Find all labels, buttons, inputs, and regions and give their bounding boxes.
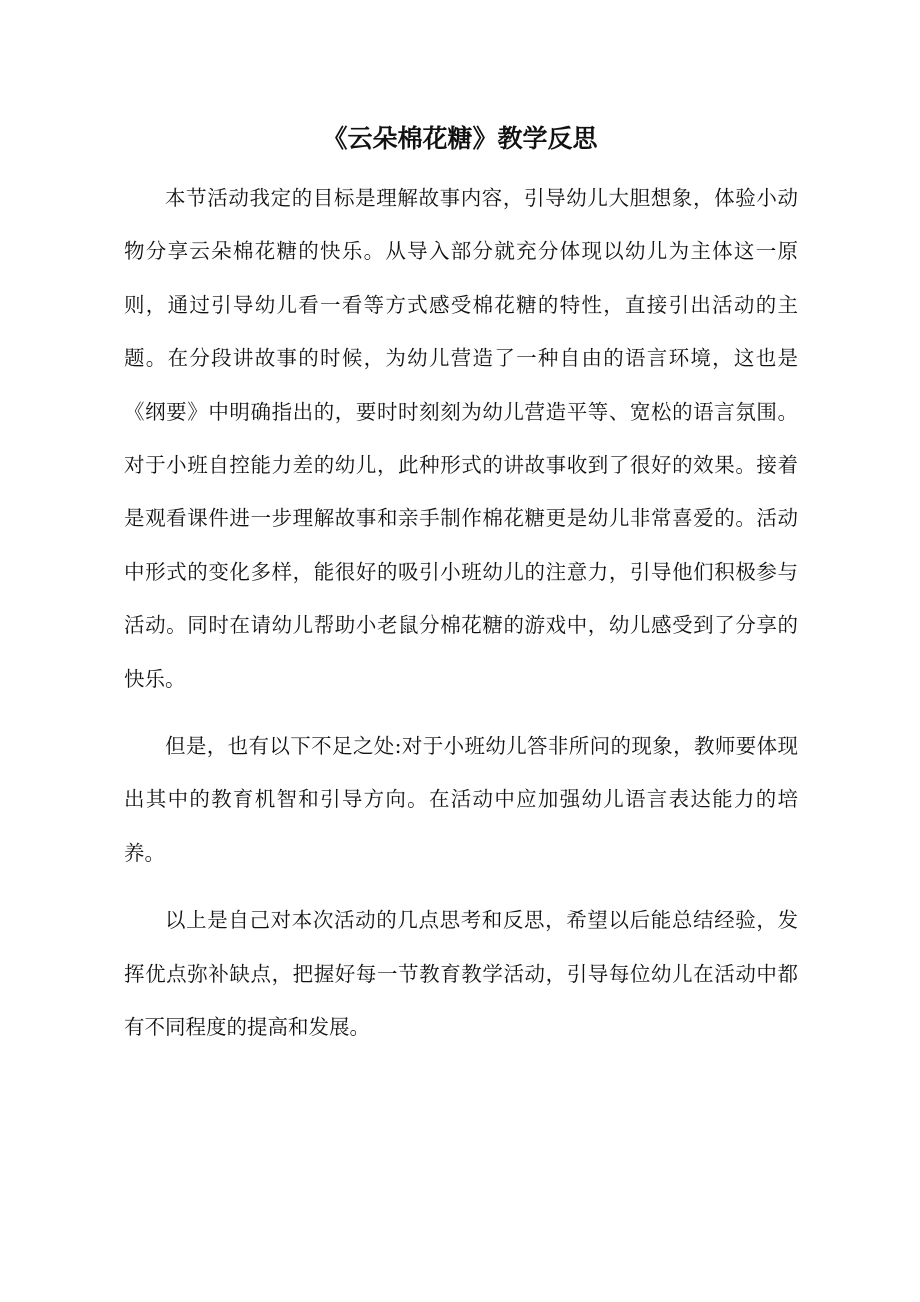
paragraph-conclusion: 以上是自己对本次活动的几点思考和反思，希望以后能总结经验，发挥优点弥补缺点，把握好每一节教育教学活动，引导每位幼儿在活动中都有不同程度的提高和发展。 bbox=[124, 908, 798, 1040]
document-body bbox=[124, 172, 798, 1069]
paragraph-goals: 本节活动我定的目标是理解故事内容，引导幼儿大胆想象，体验小动物分享云朵棉花糖的快乐。从导入部分就充分体现以幼儿为主体这一原则，通过引导幼儿看一看等方式感受棉花糖的特性，直接引出活动的主题。在分段讲故事的时候，为幼儿营造了一种自由的语言环境，这也是《纲要》中明确指出的，要时时刻刻为幼儿营造平等、宽松的语言氛围。对于小班自控能力差的幼儿，此种形式的讲故事收到了很好的效果。接着是观看课件进一步理解故事和亲手制作棉花糖更是幼儿非常喜爱的。活动中形式的变化多样，能很好的吸引小班幼儿的注意力，引导他们积极参与活动。同时在请幼儿帮助小老鼠分棉花糖的游戏中，幼儿感受到了分享的快乐。 bbox=[124, 186, 798, 691]
paragraph-shortcomings: 但是，也有以下不足之处:对于小班幼儿答非所问的现象，教师要体现出其中的教育机智和引导方向。在活动中应加强幼儿语言表达能力的培养。 bbox=[124, 734, 798, 865]
page-title: 《云朵棉花糖》教学反思 bbox=[322, 124, 598, 153]
